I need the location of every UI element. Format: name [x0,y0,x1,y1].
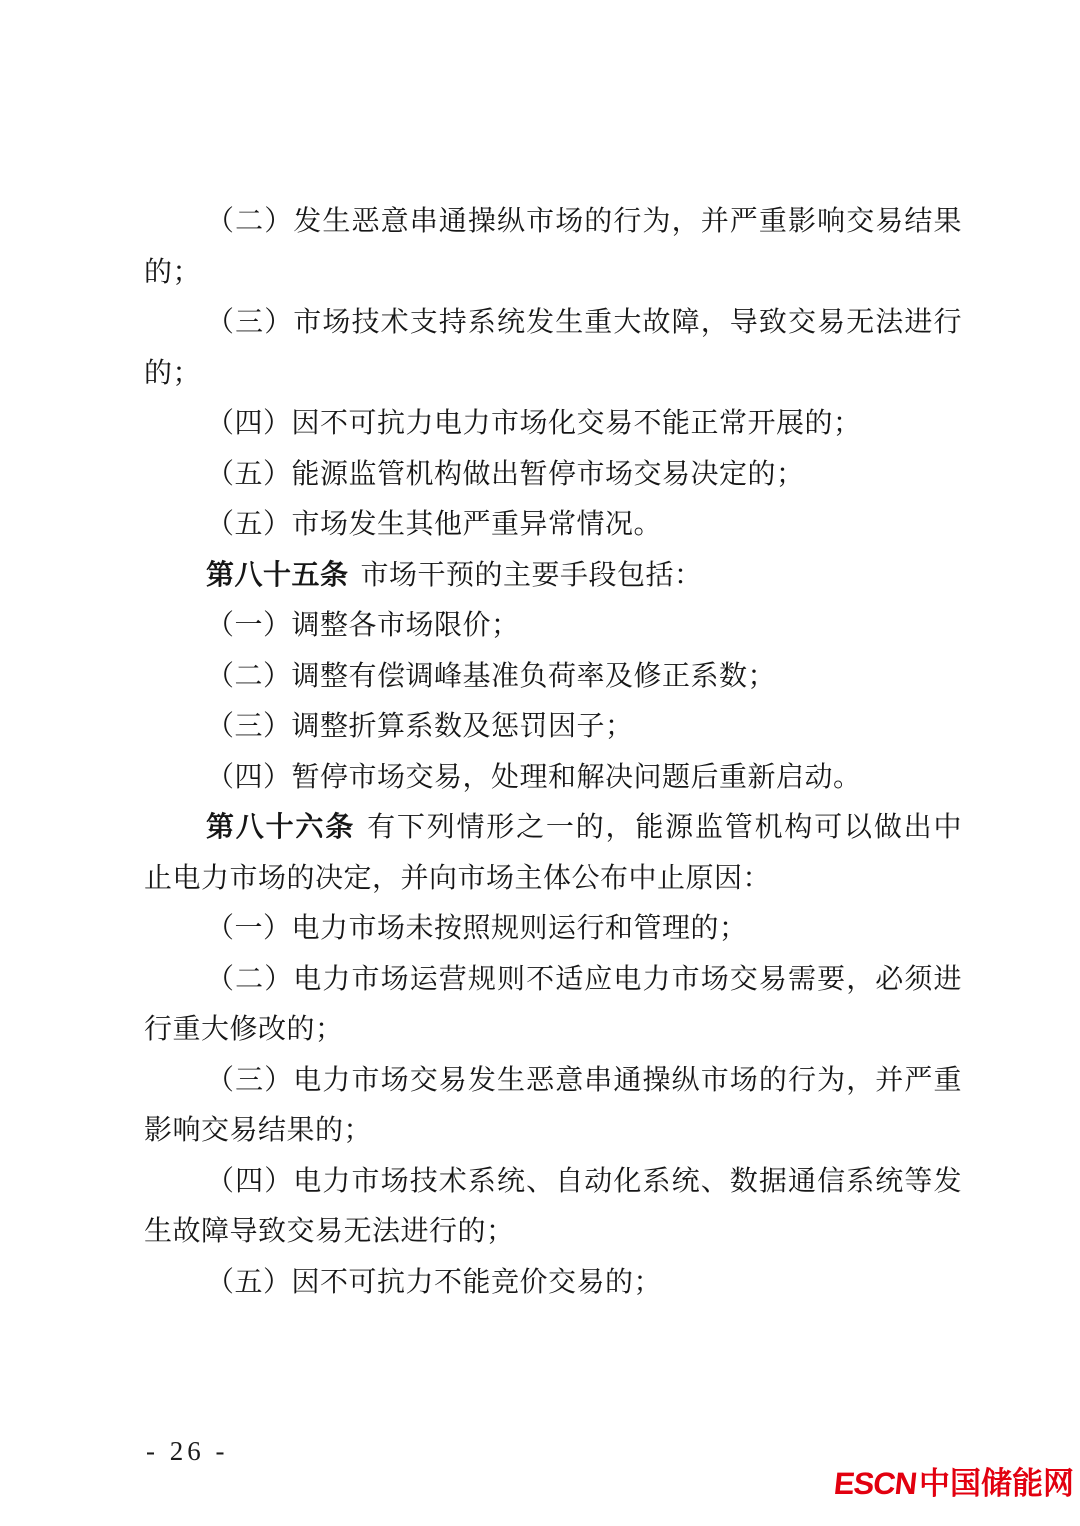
text-line [144,1157,962,1208]
text-line [144,955,962,1006]
line-text: （五）能源监管机构做出暂停市场交易决定的； [206,458,805,490]
text-line [144,500,962,551]
line-text: 的； [144,256,202,288]
text-line [144,1005,962,1056]
text-line [144,652,962,703]
line-text: （三）调整折算系数及惩罚因子； [206,711,634,742]
article-number: 第八十六条 [206,812,356,843]
escn-logo-latin: ESCN [832,1466,918,1501]
text-line [144,349,962,400]
line-text: 止电力市场的决定，并向市场主体公布中止原因： [144,862,772,894]
line-text: 行重大修改的； [144,1014,344,1045]
line-text: 影响交易结果的； [144,1115,373,1146]
line-text: 的； [144,357,202,389]
text-line [144,803,962,854]
page-number: - 26 - [146,1436,229,1466]
line-text: （五）因不可抗力不能竞价交易的； [206,1266,663,1298]
text-line [144,601,962,652]
text-line [144,450,962,501]
text-line [144,1056,962,1107]
text-line [144,1207,962,1258]
line-text: （四）因不可抗力电力市场化交易不能正常开展的； [206,408,862,439]
document-body [144,197,962,1308]
line-text: 有下列情形之一的，能源监管机构可以做出中 [367,812,962,843]
line-text: （四）电力市场技术系统、自动化系统、数据通信系统等发 [206,1165,962,1197]
line-text: （一）电力市场未按照规则运行和管理的； [206,913,748,944]
line-text: （一）调整各市场限价； [206,610,520,641]
text-line [144,399,962,450]
line-text: （二）调整有偿调峰基准负荷率及修正系数； [206,660,777,692]
text-line [144,702,962,753]
text-line [144,904,962,955]
escn-logo-chinese: 中国储能网 [919,1466,1074,1501]
text-line [144,248,962,299]
text-line [144,298,962,349]
line-text: （二）电力市场运营规则不适应电力市场交易需要，必须进 [206,963,962,995]
line-text: 生故障导致交易无法进行的； [144,1216,515,1247]
line-text: （三）电力市场交易发生恶意串通操纵市场的行为，并严重 [206,1064,962,1096]
escn-logo [834,1466,1074,1502]
text-line [144,197,962,248]
text-line [144,1258,962,1309]
article-number: 第八十五条 [206,559,349,591]
line-text: （二）发生恶意串通操纵市场的行为，并严重影响交易结果 [206,206,962,237]
text-line [144,551,962,602]
line-text: （五）市场发生其他严重异常情况。 [206,509,663,540]
text-line [144,753,962,804]
text-line [144,1106,962,1157]
line-text: （四）暂停市场交易，处理和解决问题后重新启动。 [206,761,862,793]
text-line [144,854,962,905]
line-text: （三）市场技术支持系统发生重大故障，导致交易无法进行 [206,307,962,338]
line-text: 市场干预的主要手段包括： [360,559,703,591]
